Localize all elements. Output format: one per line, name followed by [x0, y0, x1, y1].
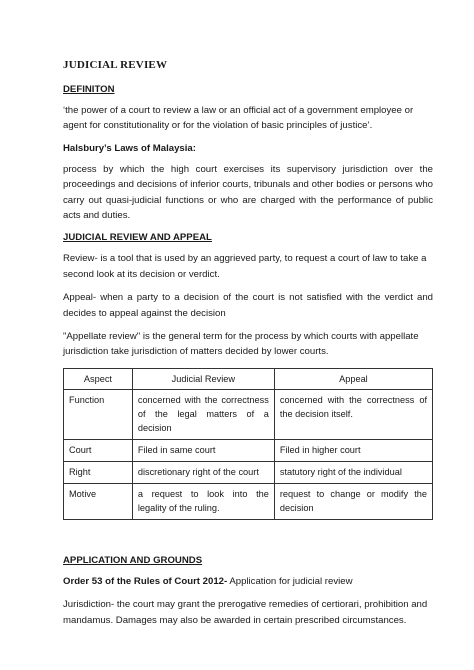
document-content [63, 58, 433, 636]
order-description: Application for judicial review [227, 575, 353, 587]
order-line [63, 574, 433, 589]
table-header-cell: Appeal [274, 368, 432, 389]
application-heading: APPLICATION AND GROUNDS [63, 554, 203, 566]
table-cell: Court [64, 439, 133, 461]
definition-heading: DEFINITON [63, 84, 115, 95]
table-row [64, 461, 433, 483]
table-cell: Function [64, 389, 133, 439]
definition-text: ‘the power of a court to review a law or an official act of a government employee or agent for constitutionality or for the violation of basic principles of justice’. [63, 105, 414, 132]
table-row [64, 389, 433, 439]
table-row [64, 439, 433, 461]
appellate-text: "Appellate review" is the general term for the process by which courts with appellate jurisdiction take jurisdiction of matters decided by lower courts. [63, 331, 419, 358]
document-title: JUDICIAL REVIEW [63, 59, 168, 71]
section-spacer [63, 520, 433, 554]
table-cell: Right [64, 461, 133, 483]
halsbury-text: process by which the high court exercises its supervisory jurisdiction over the proceedings and decisions of inferior courts, tribunals and other bodies or persons who carry out quasi-judicial functions or who are charged with the performance of public acts and duties. [63, 163, 433, 222]
jr-appeal-heading: JUDICIAL REVIEW AND APPEAL [63, 232, 212, 244]
appeal-text: Appeal- when a party to a decision of the court is not satisfied with the verdict and decides to appeal against the decision [63, 292, 433, 319]
table-cell: discretionary right of the court [132, 461, 274, 483]
table-cell: Motive [64, 483, 133, 519]
halsbury-heading: Halsbury’s Laws of Malaysia: [63, 142, 196, 154]
jurisdiction-text: Jurisdiction- the court may grant the prerogative remedies of certiorari, prohibition and mandamus. Damages may also be awarded in certain prescribed circumstances. [63, 599, 428, 626]
table-cell: concerned with the correctness of the decision itself. [274, 389, 432, 439]
table-row [64, 483, 433, 519]
table-header-cell: Aspect [64, 368, 133, 389]
comparison-table [63, 368, 433, 520]
table-cell: Filed in same court [132, 439, 274, 461]
table-header-row [64, 368, 433, 389]
table-cell: request to change or modify the decision [274, 483, 432, 519]
order-reference: Order 53 of the Rules of Court 2012- [63, 575, 228, 587]
table-cell: statutory right of the individual [274, 461, 432, 483]
table-cell: concerned with the correctness of the legal matters of a decision [132, 389, 274, 439]
review-text: Review- is a tool that is used by an aggrieved party, to request a court of law to take a second look at its decision or verdict. [63, 253, 427, 280]
table-header-cell: Judicial Review [132, 368, 274, 389]
table-cell: Filed in higher court [274, 439, 432, 461]
table-cell: a request to look into the legality of the ruling. [132, 483, 274, 519]
